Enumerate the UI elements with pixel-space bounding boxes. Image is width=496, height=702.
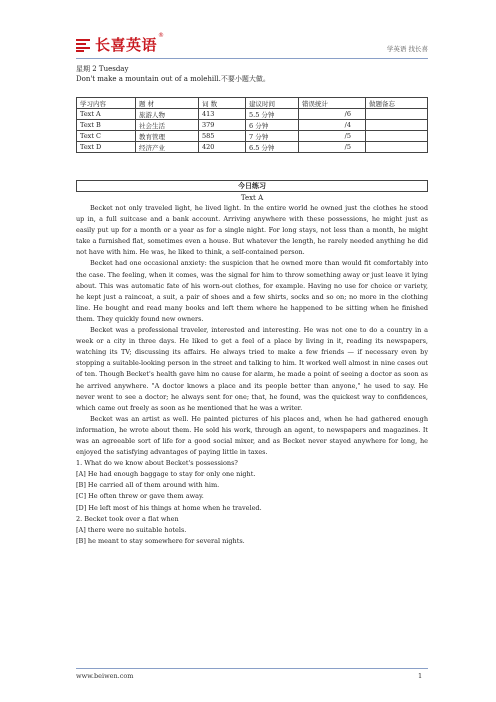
question: 1. What do we know about Becket's possessions? <box>76 459 238 468</box>
table-cell: Text D <box>77 142 136 153</box>
brand-logo-icon <box>76 38 92 52</box>
table-header-cell: 错误统计 <box>299 98 366 109</box>
footer-divider <box>76 668 428 669</box>
table-cell: 5.5 分钟 <box>246 109 299 120</box>
page-number: 1 <box>418 672 423 680</box>
brand-logo <box>76 32 164 55</box>
table-cell <box>366 142 428 153</box>
table-cell: /6 <box>299 109 366 120</box>
table-header-cell: 题 材 <box>136 98 199 109</box>
table-cell <box>366 120 428 131</box>
table-header-cell: 建议时间 <box>246 98 299 109</box>
table-cell: Text B <box>77 120 136 131</box>
table-header-cell: 学习内容 <box>77 98 136 109</box>
table-row <box>77 109 428 120</box>
paragraph: Becket had one occasional anxiety: the suspicion that he owned more than would fit comfortably into the case. The feeling, when it comes, was the signal for him to throw something away or just leave it lying about. This was automatic fate of his worn-out clothes, for example. Having no use for choice or variety, he kept just a raincoat, a suit, a pair of shoes and a few shirts, socks and so on; no more in the clothing line. He bought and read many books and left them where he happened to be sitting when he finished them. They quickly found new owners. <box>76 259 428 323</box>
table-cell: 6.5 分钟 <box>246 142 299 153</box>
table-cell: 420 <box>199 142 246 153</box>
table-row <box>77 120 428 131</box>
table-header-cell: 做题备忘 <box>366 98 428 109</box>
table-cell: 6 分钟 <box>246 120 299 131</box>
table-cell: /5 <box>299 131 366 142</box>
table-cell: /4 <box>299 120 366 131</box>
study-stats-table <box>76 97 428 153</box>
table-cell: 413 <box>199 109 246 120</box>
table-cell: /5 <box>299 142 366 153</box>
passage-body <box>76 203 428 547</box>
question: 2. Becket took over a flat when <box>76 514 179 523</box>
table-cell: Text C <box>77 131 136 142</box>
practice-heading: 今日练习 <box>76 180 428 192</box>
table-cell: 379 <box>199 120 246 131</box>
text-title: Text A <box>240 194 264 202</box>
footer-url: www.beiwen.com <box>76 672 134 680</box>
brand-name: 长喜英语 <box>95 36 158 54</box>
header-divider <box>76 58 428 59</box>
daily-quote: Don't make a mountain out of a molehill.不要小题大做。 <box>76 75 270 83</box>
table-cell: 教育管理 <box>136 131 199 142</box>
question-option: [C] He often threw or gave them away. <box>76 492 204 501</box>
question-option: [A] He had enough baggage to stay for only one night. <box>76 470 256 479</box>
question-option: [B] He carried all of them around with him. <box>76 481 220 490</box>
table-row <box>77 142 428 153</box>
table-header-row <box>77 98 428 109</box>
header-slogan: 学英语 找长喜 <box>386 45 428 53</box>
paragraph: Becket was an artist as well. He painted pictures of his places and, when he had gathered enough information, he wrote about them. He sold his work, through an agent, to newspapers and magazines. It was an agreeable sort of life for a good social mixer, and as Becket never stayed anywhere for long, he enjoyed the satisfying advantages of paying little in taxes. <box>76 414 428 457</box>
paragraph: Becket was a professional traveler, interested and interesting. He was not one to do a country in a week or a city in three days. He liked to get a feel of a place by living in it, reading its newspapers, watching its TV; discussing its affairs. He always tried to make a few friends — if necessary even by stopping a suitable-looking person in the street and talking to him. It worked well almost in nine cases out of ten. Though Becket's health gave him no cause for alarm, he made a point of seeing a doctor as soon as he arrived anywhere. "A doctor knows a place and its people better than anyone," he used to say. He never went to see a doctor; he always sent for one; that, he found, was the quickest way to confidences, which came out freely as soon as he mentioned that he was a writer. <box>76 326 428 412</box>
registered-mark: ® <box>158 32 164 39</box>
table-cell: 旅游人物 <box>136 109 199 120</box>
table-cell: 社会生活 <box>136 120 199 131</box>
paragraph: Becket not only traveled light, he lived light. In the entire world he owned just the clothes he stood up in, a full suitcase and a bank account. Arriving anywhere with these possessions, he might just as easily put up for a month or a year as for a single night. For long stays, not less than a month, he might take a furnished flat, sometimes even a house. But whatever the length, he rarely needed anything he did not have with him. He was, he liked to think, a self-contained person. <box>76 204 428 257</box>
page-header <box>76 30 428 60</box>
table-cell: 7 分钟 <box>246 131 299 142</box>
table-cell <box>366 131 428 142</box>
question-option: [A] there were no suitable hotels. <box>76 525 187 534</box>
question-option: [B] he meant to stay somewhere for several nights. <box>76 536 245 545</box>
question-option: [D] He left most of his things at home when he traveled. <box>76 503 262 512</box>
table-cell: Text A <box>77 109 136 120</box>
table-header-cell: 词 数 <box>199 98 246 109</box>
table-row <box>77 131 428 142</box>
table-cell: 585 <box>199 131 246 142</box>
table-cell: 经济产业 <box>136 142 199 153</box>
table-cell <box>366 109 428 120</box>
dateline: 星期 2 Tuesday <box>76 65 129 73</box>
